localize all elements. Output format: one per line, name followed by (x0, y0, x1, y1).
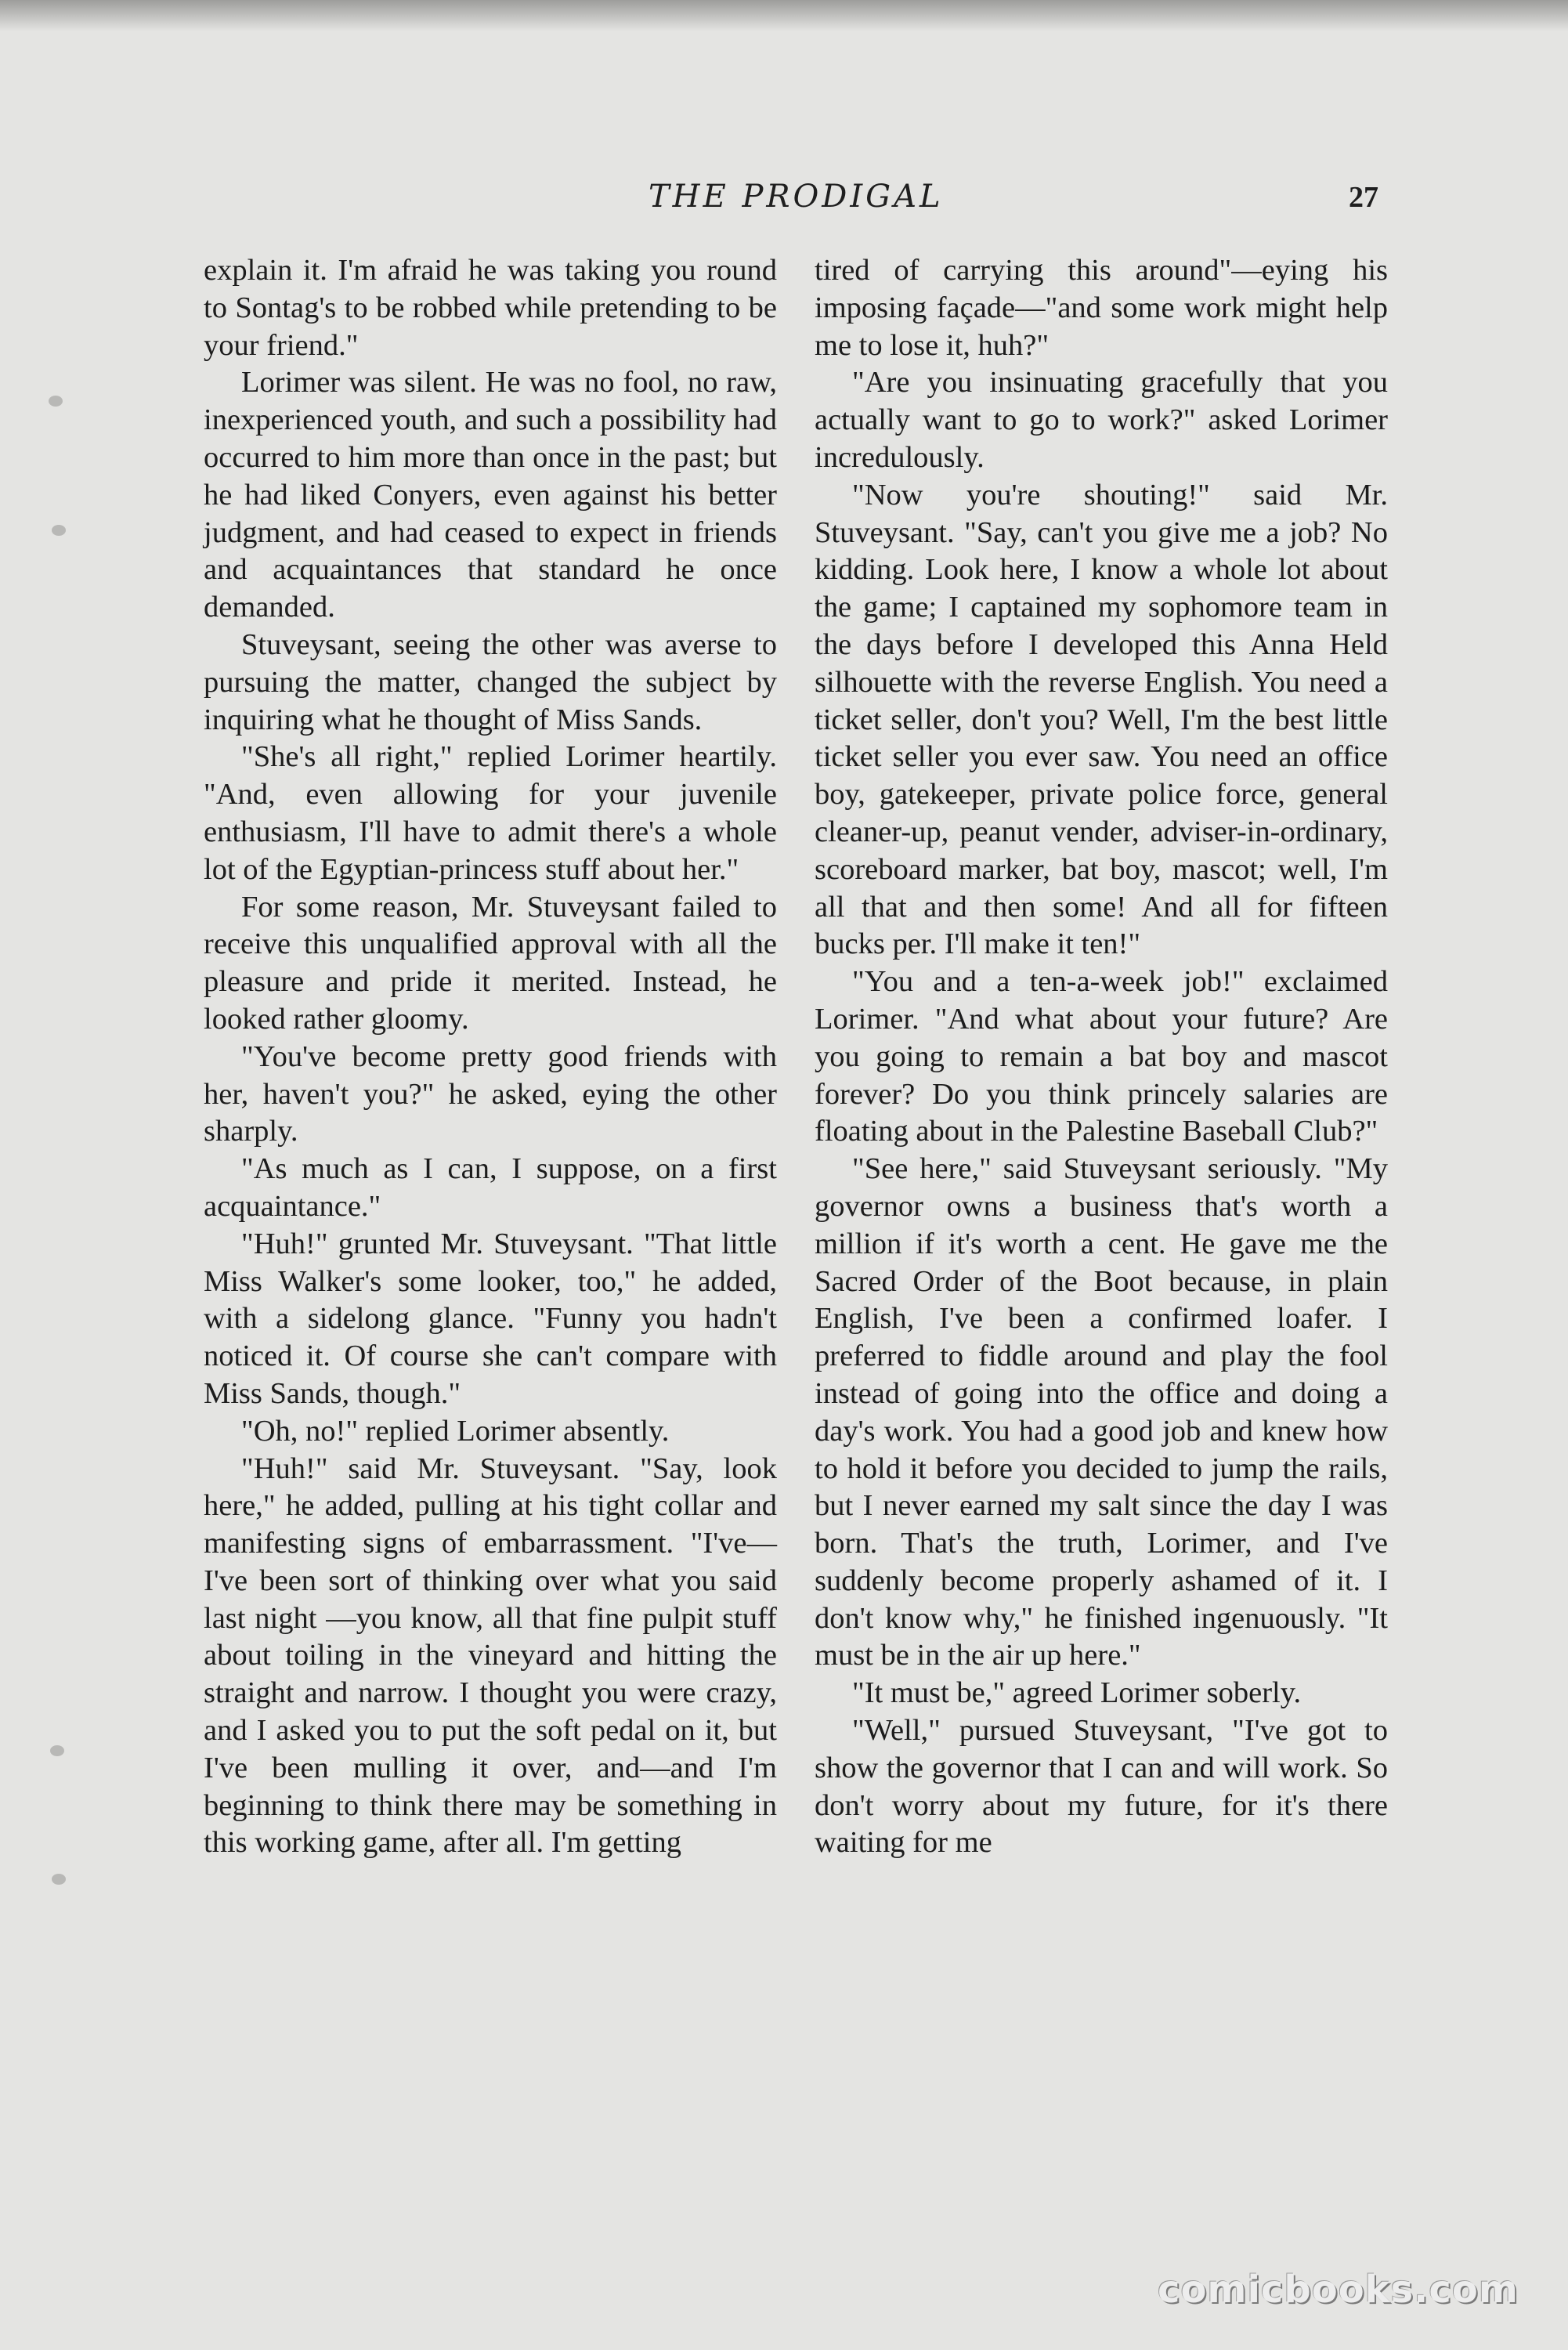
paragraph: "Now you're shouting!" said Mr. Stuveysant. "Say, can't you give me a job? No kidding. Look here, I know a whole lot about the game; I captained my sophomore team in the days before I developed this Anna Held silhouette with the reverse English. You need a ticket seller, don't you? Well, I'm the best little ticket seller you ever saw. You need an office boy, gatekeeper, private police force, general cleaner-up, peanut vender, adviser-in-ordinary, scoreboard marker, bat boy, mascot; well, I'm all that and then some! And all for fifteen bucks per. I'll make it ten!" (815, 478, 1388, 961)
page-number: 27 (1349, 181, 1378, 214)
binding-hole-mark (49, 396, 63, 407)
binding-hole-mark (52, 525, 66, 536)
paragraph: "Are you insinuating gracefully that you actually want to go to work?" asked Lorimer incredulously. (815, 366, 1388, 474)
paragraph: "She's all right," replied Lorimer heartily. "And, even allowing for your juvenile enthusiasm, I'll have to admit there's a whole lot of the Egyptian-princess stuff about her." (204, 740, 777, 886)
page-header (0, 179, 1568, 226)
page-top-edge-shadow (0, 0, 1568, 31)
paragraph: tired of carrying this around"—eying his imposing façade—"and some work might help me to lose it, huh?" (815, 254, 1388, 362)
paragraph: "You and a ten-a-week job!" exclaimed Lorimer. "And what about your future? Are you going to remain a bat boy and mascot forever? Do you think princely salaries are floating about in the Palestine Baseball Club?" (815, 965, 1388, 1148)
right-text-column (815, 252, 1388, 1862)
watermark-logo: comicbooks.com (1158, 2268, 1519, 2312)
left-text-column (204, 252, 777, 1862)
paragraph: For some reason, Mr. Stuveysant failed to receive this unqualified approval with all the pleasure and pride it merited. Instead, he looked rather gloomy. (204, 890, 777, 1036)
paragraph: "It must be," agreed Lorimer soberly. (852, 1676, 1302, 1710)
paragraph: "Huh!" grunted Mr. Stuveysant. "That little Miss Walker's some looker, too," he added, with a sidelong glance. "Funny you hadn't noticed it. Of course she can't compare with Miss Sands, though." (204, 1227, 777, 1410)
paragraph: "Oh, no!" replied Lorimer absently. (241, 1414, 670, 1448)
paragraph: explain it. I'm afraid he was taking you round to Sontag's to be robbed while pretending to be your friend." (204, 254, 777, 362)
paragraph: "As much as I can, I suppose, on a first acquaintance." (204, 1152, 777, 1223)
paragraph: "See here," said Stuveysant seriously. "My governor owns a business that's worth a million if it's worth a cent. He gave me the Sacred Order of the Boot because, in plain English, I've been a confirmed loafer. I preferred to fiddle around and play the fool instead of going into the office and doing a day's work. You had a good job and knew how to hold it before you decided to jump the rails, but I never earned my salt since the day I was born. That's the truth, Lorimer, and I've suddenly become properly ashamed of it. I don't know why," he finished ingenuously. "It must be in the air up here." (815, 1152, 1388, 1672)
paragraph: Lorimer was silent. He was no fool, no raw, inexperienced youth, and such a possibility had occurred to him more than once in the past; but he had liked Conyers, even against his better judgment, and had ceased to expect in friends and acquaintances that standard he once demanded. (204, 366, 777, 624)
binding-hole-mark (50, 1745, 64, 1756)
running-title: THE PRODIGAL (649, 179, 944, 215)
paragraph: Stuveysant, seeing the other was averse to pursuing the matter, changed the subject by inquiring what he thought of Miss Sands. (204, 627, 777, 736)
paragraph: "You've become pretty good friends with her, haven't you?" he asked, eying the other sharply. (204, 1039, 777, 1148)
paragraph: "Well," pursued Stuveysant, "I've got to show the governor that I can and will work. So don't worry about my future, for it's there waiting for me (815, 1714, 1388, 1860)
binding-hole-mark (52, 1874, 66, 1885)
paragraph: "Huh!" said Mr. Stuveysant. "Say, look here," he added, pulling at his tight collar and manifesting signs of embarrassment. "I've—I've been sort of thinking over what you said last night —you know, all that fine pulpit stuff about toiling in the vineyard and hitting the straight and narrow. I thought you were crazy, and I asked you to put the soft pedal on it, but I've been mulling it over, and—and I'm beginning to think there may be something in this working game, after all. I'm getting (204, 1452, 777, 1860)
